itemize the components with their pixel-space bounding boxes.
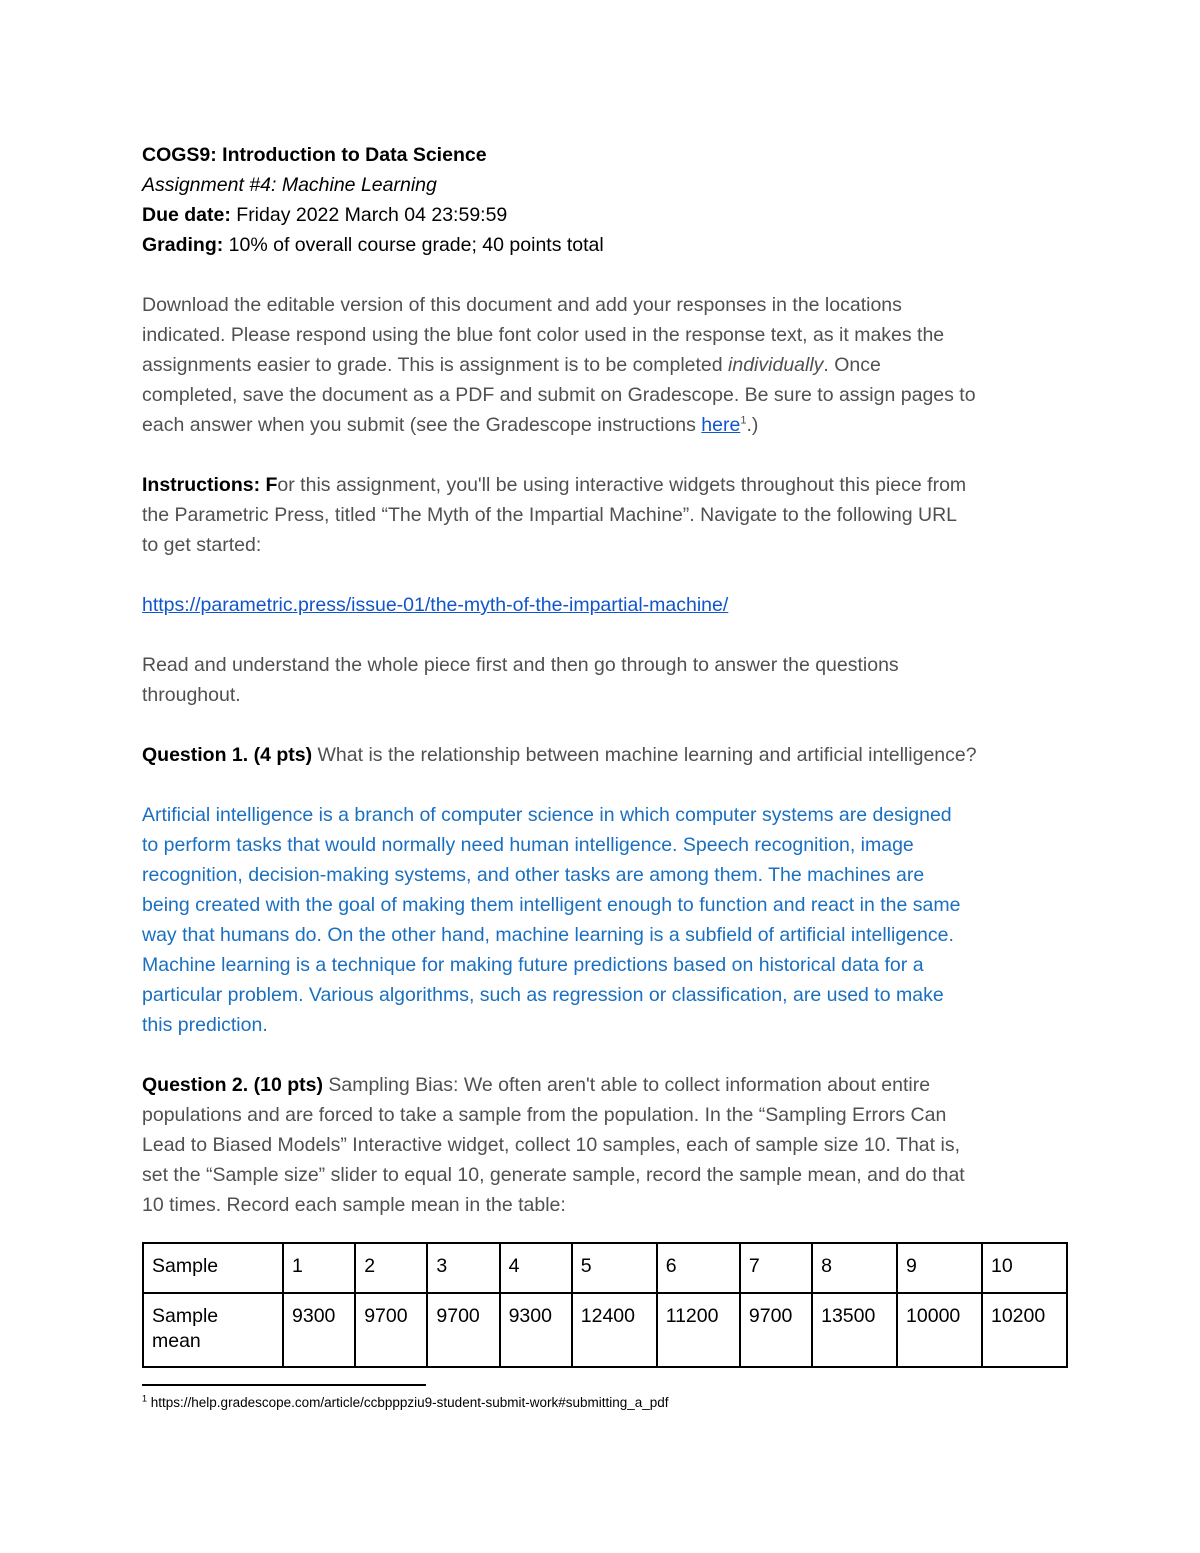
- intro-line: [142, 350, 1072, 380]
- course-title: COGS9: Introduction to Data Science: [142, 144, 487, 166]
- footnote-divider: [142, 1384, 426, 1386]
- intro-text: each answer when you submit (see the Gradescope instructions: [142, 414, 702, 436]
- table-cell: 6: [657, 1243, 740, 1293]
- instructions-line: to get started:: [142, 534, 262, 556]
- due-date-label: Due date:: [142, 204, 231, 226]
- sample-means-table: [142, 1242, 1068, 1368]
- read-line: throughout.: [142, 684, 241, 706]
- question-2: [142, 1070, 1072, 1220]
- table-cell: 13500: [812, 1293, 897, 1367]
- assignment-title: Assignment #4: Machine Learning: [142, 174, 437, 196]
- intro-text: assignments easier to grade. This is assignment is to be completed: [142, 354, 729, 376]
- footnote-ref[interactable]: 1: [740, 414, 747, 427]
- instructions-text: or this assignment, you'll be using interactive widgets throughout this piece from: [277, 474, 967, 496]
- table-cell: 12400: [572, 1293, 657, 1367]
- instructions-line: [142, 470, 1072, 500]
- footnote: [142, 1395, 669, 1410]
- question-1-label: Question 1. (4 pts): [142, 744, 313, 766]
- question-1-text: What is the relationship between machine learning and artificial intelligence?: [312, 744, 977, 766]
- intro-paragraph: [142, 290, 1072, 440]
- question-1-answer: [142, 800, 1072, 1040]
- grading-label: Grading:: [142, 234, 224, 256]
- question-1: [142, 740, 1072, 770]
- table-cell: 9300: [283, 1293, 355, 1367]
- table-cell: 5: [572, 1243, 657, 1293]
- read-paragraph: [142, 650, 1072, 710]
- answer-line: this prediction.: [142, 1014, 268, 1036]
- intro-text: . Once: [823, 354, 881, 376]
- row-label-sample: Sample: [143, 1243, 283, 1293]
- table-cell: 9: [897, 1243, 982, 1293]
- table-cell: 1: [283, 1243, 355, 1293]
- intro-text: .): [746, 414, 759, 436]
- table-cell: 4: [500, 1243, 572, 1293]
- table-cell: 3: [427, 1243, 499, 1293]
- due-date-value: Friday 2022 March 04 23:59:59: [230, 204, 508, 226]
- question-2-text: Sampling Bias: We often aren't able to collect information about entire: [322, 1074, 931, 1096]
- intro-line: indicated. Please respond using the blue font color used in the response text, as it makes the: [142, 324, 945, 346]
- table-row: [143, 1243, 1067, 1293]
- answer-line: recognition, decision-making systems, and other tasks are among them. The machines are: [142, 864, 925, 886]
- intro-line: Download the editable version of this document and add your responses in the locations: [142, 294, 902, 316]
- table-cell: 10200: [982, 1293, 1067, 1367]
- table-row: [143, 1293, 1067, 1367]
- table-cell: 8: [812, 1243, 897, 1293]
- article-url-link[interactable]: https://parametric.press/issue-01/the-myth-of-the-impartial-machine/: [142, 594, 729, 616]
- footnote-text: https://help.gradescope.com/article/ccbpppziu9-student-submit-work#submitting_a_pdf: [147, 1395, 669, 1410]
- question-2-label: Question 2. (10 pts): [142, 1074, 323, 1096]
- footnote-number: 1: [142, 1393, 148, 1404]
- grading-value: 10% of overall course grade; 40 points total: [223, 234, 604, 256]
- read-line: Read and understand the whole piece first and then go through to answer the questions: [142, 654, 899, 676]
- table-cell: 9300: [500, 1293, 572, 1367]
- due-date: [142, 200, 1072, 230]
- instructions-line: the Parametric Press, titled “The Myth of the Impartial Machine”. Navigate to the following URL: [142, 504, 958, 526]
- grading: [142, 230, 1072, 260]
- table-cell: 10: [982, 1243, 1067, 1293]
- answer-line: being created with the goal of making them intelligent enough to function and react in the same: [142, 894, 961, 916]
- question-2-line: 10 times. Record each sample mean in the table:: [142, 1194, 566, 1216]
- table-cell: 2: [355, 1243, 427, 1293]
- instructions-label: Instructions: F: [142, 474, 278, 496]
- answer-line: Machine learning is a technique for making future predictions based on historical data for a: [142, 954, 924, 976]
- table-cell: 10000: [897, 1293, 982, 1367]
- answer-line: way that humans do. On the other hand, machine learning is a subfield of artificial intelligence.: [142, 924, 954, 946]
- row-label-line: Sample: [152, 1305, 219, 1327]
- table-cell: 7: [740, 1243, 812, 1293]
- row-label-sample-mean: [143, 1293, 283, 1367]
- intro-line: [142, 410, 1072, 440]
- question-2-line: [142, 1070, 1072, 1100]
- table-cell: 9700: [355, 1293, 427, 1367]
- table-cell: 9700: [740, 1293, 812, 1367]
- table-cell: 11200: [657, 1293, 740, 1367]
- intro-line: completed, save the document as a PDF and submit on Gradescope. Be sure to assign pages to: [142, 384, 976, 406]
- question-2-line: populations and are forced to take a sample from the population. In the “Sampling Errors Can: [142, 1104, 947, 1126]
- table-cell: 9700: [427, 1293, 499, 1367]
- instructions-paragraph: [142, 470, 1072, 560]
- row-label-line: mean: [152, 1330, 201, 1352]
- gradescope-instructions-link[interactable]: here: [701, 414, 741, 436]
- article-url-line: [142, 590, 1072, 620]
- question-2-line: set the “Sample size” slider to equal 10, generate sample, record the sample mean, and do that: [142, 1164, 965, 1186]
- answer-line: Artificial intelligence is a branch of computer science in which computer systems are designed: [142, 804, 952, 826]
- document-body: [142, 140, 1072, 1220]
- answer-line: particular problem. Various algorithms, such as regression or classification, are used to make: [142, 984, 944, 1006]
- question-2-line: Lead to Biased Models” Interactive widget, collect 10 samples, each of sample size 10. That is,: [142, 1134, 960, 1156]
- answer-line: to perform tasks that would normally need human intelligence. Speech recognition, image: [142, 834, 914, 856]
- intro-emphasis: individually: [728, 354, 824, 376]
